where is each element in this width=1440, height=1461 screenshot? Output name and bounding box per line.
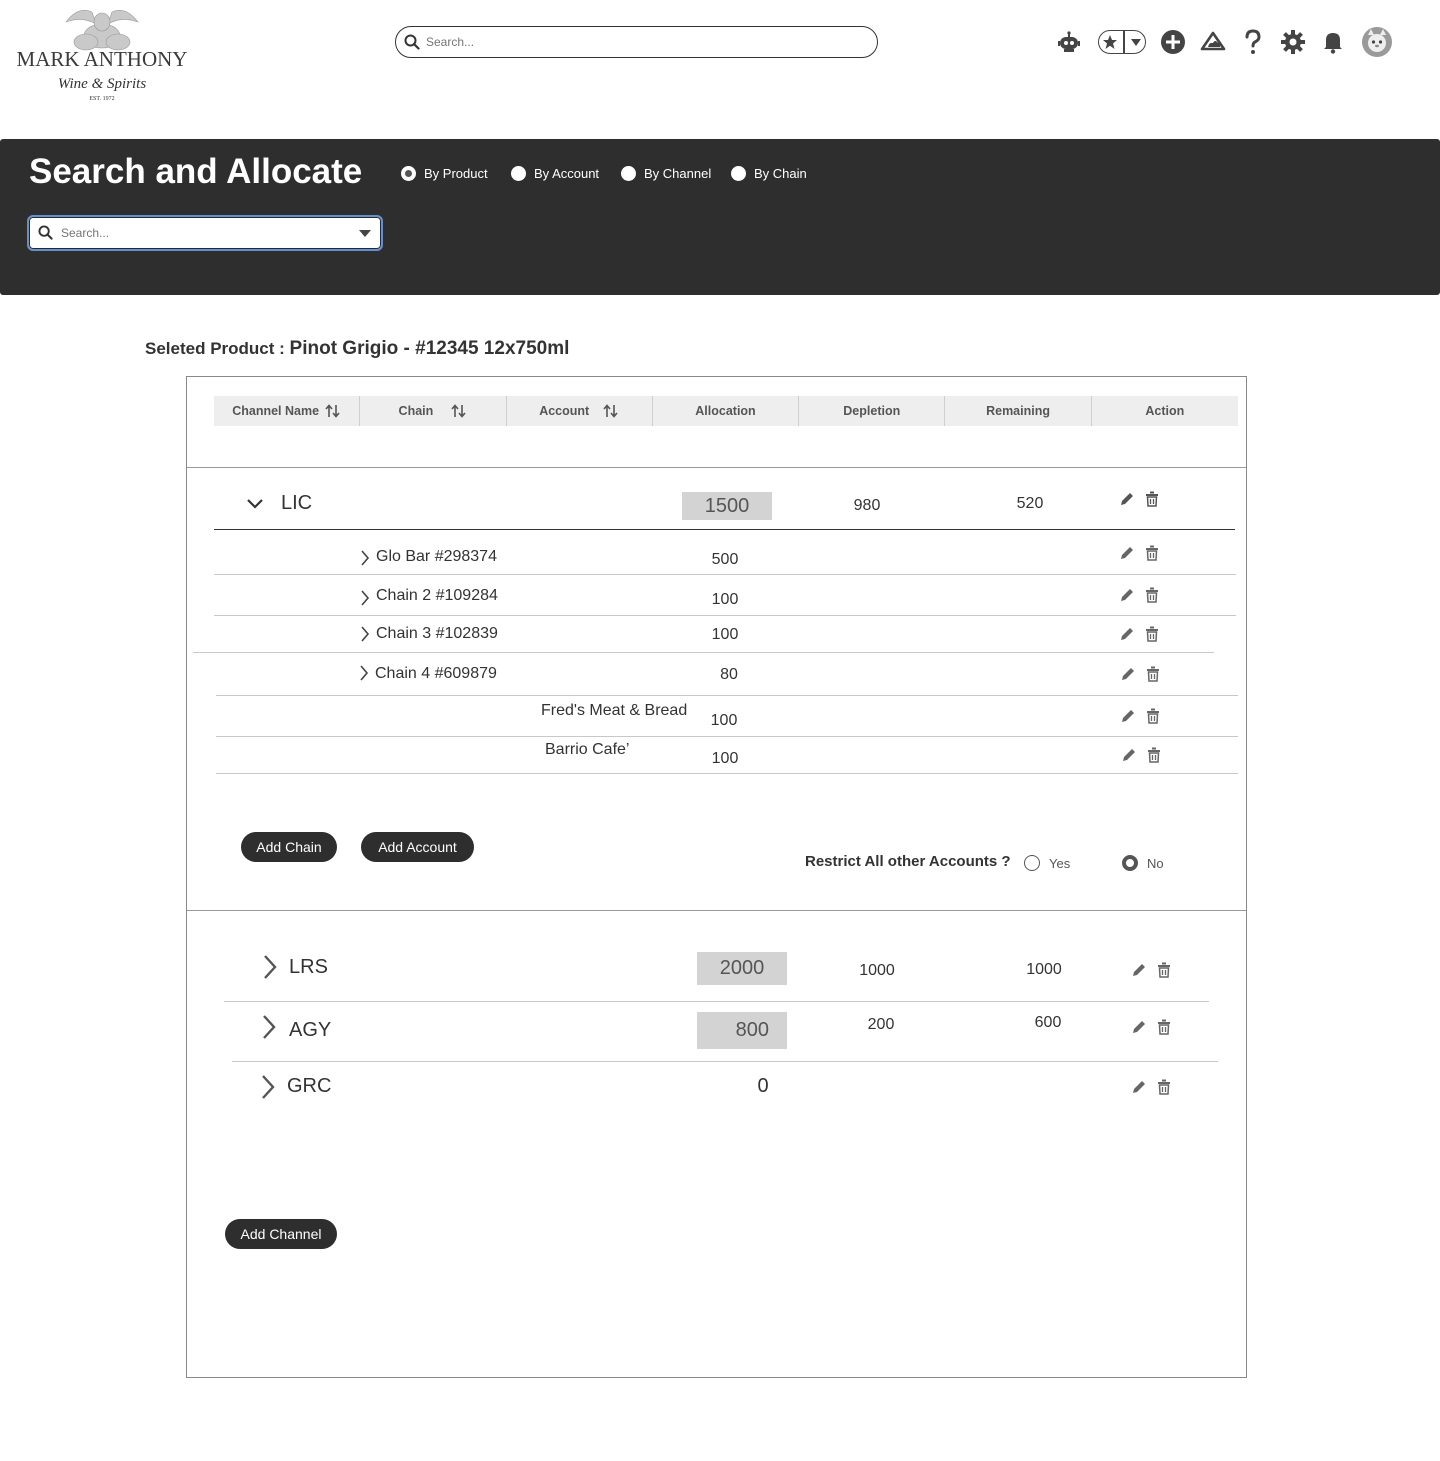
- trash-icon[interactable]: [1146, 666, 1160, 682]
- divider: [214, 529, 1235, 530]
- divider: [187, 910, 1246, 911]
- edit-pencil-icon[interactable]: [1120, 666, 1136, 682]
- logo-emblem: [6, 2, 198, 106]
- cloud-icon[interactable]: [1199, 28, 1227, 56]
- edit-pencil-icon[interactable]: [1119, 491, 1135, 507]
- trash-icon[interactable]: [1145, 587, 1159, 603]
- divider: [214, 615, 1236, 616]
- chevron-right-icon[interactable]: [359, 665, 369, 681]
- restrict-yes-option[interactable]: [1024, 855, 1070, 871]
- allocation-input-agy[interactable]: 800: [697, 1012, 787, 1049]
- chevron-right-icon[interactable]: [360, 590, 370, 606]
- column-header-remaining: [945, 396, 1091, 426]
- radio-button[interactable]: [1024, 855, 1040, 871]
- add-account-button[interactable]: Add Account: [361, 832, 474, 862]
- allocation-value-grc[interactable]: 0: [757, 1075, 769, 1097]
- row-actions: [1119, 626, 1159, 642]
- chevron-right-icon[interactable]: [360, 550, 370, 566]
- column-header-depletion: [799, 396, 945, 426]
- account-name[interactable]: Barrio Cafe’: [545, 741, 630, 758]
- radio-button[interactable]: [401, 166, 416, 181]
- global-search[interactable]: [395, 26, 878, 58]
- allocation-value[interactable]: 100: [711, 750, 739, 767]
- column-label: Remaining: [986, 404, 1050, 418]
- column-label: Action: [1145, 404, 1185, 418]
- chevron-down-icon[interactable]: [1127, 37, 1145, 47]
- column-label: Allocation: [695, 404, 756, 418]
- search-icon: [38, 225, 53, 240]
- depletion-value: 980: [853, 497, 881, 514]
- column-label: Account: [539, 404, 590, 418]
- row-actions: [1131, 962, 1171, 978]
- divider: [224, 1001, 1209, 1002]
- divider: [216, 736, 1238, 737]
- sort-icon[interactable]: [603, 404, 619, 418]
- logo-tagline: Wine & Spirits: [57, 76, 147, 92]
- radio-label: By Account: [534, 166, 600, 181]
- chevron-right-icon[interactable]: [260, 1074, 276, 1100]
- product-search-input[interactable]: [61, 223, 351, 243]
- edit-pencil-icon[interactable]: [1121, 747, 1137, 763]
- row-actions: [1121, 747, 1161, 763]
- notification-bell-icon[interactable]: [1319, 28, 1347, 56]
- remaining-value: 1000: [1026, 961, 1062, 978]
- radio-button[interactable]: [1122, 855, 1138, 871]
- channel-name-lrs[interactable]: LRS: [289, 956, 328, 978]
- add-channel-button[interactable]: Add Channel: [225, 1219, 337, 1249]
- remaining-value: 520: [1016, 495, 1044, 512]
- channel-name-agy[interactable]: AGY: [289, 1019, 332, 1041]
- chain-name[interactable]: Glo Bar #298374: [376, 548, 497, 565]
- sort-icon[interactable]: [325, 404, 341, 418]
- allocation-value[interactable]: 100: [711, 626, 739, 643]
- selected-product-label: Seleted Product :: [145, 339, 290, 358]
- trash-icon[interactable]: [1157, 1079, 1171, 1095]
- brand-logo[interactable]: [6, 2, 198, 106]
- column-header-account[interactable]: [507, 396, 653, 426]
- selected-product: [145, 338, 569, 360]
- channel-name-grc[interactable]: GRC: [287, 1075, 332, 1097]
- divider: [232, 1061, 1218, 1062]
- row-actions: [1119, 491, 1159, 507]
- divider: [216, 695, 1238, 696]
- radio-by-channel[interactable]: [621, 166, 711, 181]
- radio-button[interactable]: [731, 166, 746, 181]
- trash-icon[interactable]: [1145, 545, 1159, 561]
- channel-name-lic[interactable]: LIC: [281, 492, 313, 514]
- column-label: Channel Name: [232, 404, 320, 418]
- dropdown-caret-icon[interactable]: [359, 230, 371, 237]
- radio-by-account[interactable]: [511, 166, 599, 181]
- depletion-value: 1000: [859, 962, 895, 979]
- edit-pencil-icon[interactable]: [1119, 626, 1135, 642]
- restrict-no-option[interactable]: [1122, 855, 1164, 871]
- chain-name[interactable]: Chain 2 #109284: [376, 587, 498, 604]
- radio-label: Yes: [1049, 855, 1071, 871]
- allocation-value[interactable]: 100: [711, 591, 739, 608]
- divider: [214, 574, 1236, 575]
- logo-name: MARK ANTHONY: [16, 47, 188, 71]
- page-title: Search and Allocate: [29, 152, 363, 191]
- depletion-value: 200: [867, 1016, 895, 1033]
- row-actions: [1120, 708, 1160, 724]
- add-chain-button[interactable]: Add Chain: [241, 832, 337, 862]
- column-label: Depletion: [843, 404, 901, 418]
- sort-icon[interactable]: [451, 404, 467, 418]
- edit-pencil-icon[interactable]: [1131, 962, 1147, 978]
- column-header-allocation: [653, 396, 799, 426]
- trash-icon[interactable]: [1157, 962, 1171, 978]
- allocation-value[interactable]: 500: [711, 551, 739, 568]
- table-header: [214, 396, 1238, 426]
- row-actions: [1119, 545, 1159, 561]
- divider: [187, 467, 1246, 468]
- allocation-input-lrs[interactable]: 2000: [697, 952, 787, 985]
- selected-product-value: Pinot Grigio - #12345 12x750ml: [289, 338, 570, 359]
- search-icon: [404, 34, 420, 50]
- row-actions: [1131, 1079, 1171, 1095]
- user-avatar-icon[interactable]: [1361, 26, 1393, 58]
- trash-icon[interactable]: [1157, 1019, 1171, 1035]
- divider: [193, 652, 1214, 653]
- trash-icon[interactable]: [1145, 491, 1159, 507]
- logo-est: EST. 1972: [89, 96, 115, 102]
- radio-label: By Product: [424, 166, 488, 181]
- radio-label: By Chain: [754, 166, 807, 181]
- allocation-panel: [186, 376, 1247, 1378]
- edit-pencil-icon[interactable]: [1120, 708, 1136, 724]
- product-search-combobox[interactable]: [27, 215, 383, 251]
- star-icon[interactable]: [1099, 34, 1121, 50]
- radio-by-chain[interactable]: [731, 166, 807, 181]
- chevron-down-icon[interactable]: [246, 497, 264, 511]
- radio-label: By Channel: [644, 166, 712, 181]
- edit-pencil-icon[interactable]: [1119, 545, 1135, 561]
- radio-button[interactable]: [511, 166, 526, 181]
- trash-icon[interactable]: [1146, 708, 1160, 724]
- divider: [216, 773, 1238, 774]
- robot-icon[interactable]: [1055, 28, 1083, 56]
- column-label: Chain: [398, 404, 434, 418]
- settings-icon[interactable]: [1279, 28, 1307, 56]
- column-header-channel-name[interactable]: [214, 396, 360, 426]
- restrict-question: Restrict All other Accounts ?: [805, 853, 1011, 870]
- row-actions: [1131, 1019, 1171, 1035]
- remaining-value: 600: [1034, 1014, 1062, 1031]
- edit-pencil-icon[interactable]: [1131, 1019, 1147, 1035]
- add-circle-icon[interactable]: [1159, 28, 1187, 56]
- row-actions: [1120, 666, 1160, 682]
- radio-by-product[interactable]: [401, 166, 488, 181]
- favorites-control[interactable]: [1098, 30, 1146, 54]
- trash-icon[interactable]: [1147, 747, 1161, 763]
- chevron-right-icon[interactable]: [262, 954, 278, 980]
- allocation-value[interactable]: 100: [710, 712, 738, 729]
- global-search-input[interactable]: [426, 31, 866, 53]
- account-name[interactable]: Fred's Meat & Bread: [541, 702, 688, 719]
- chevron-right-icon[interactable]: [360, 626, 370, 642]
- radio-label: No: [1147, 855, 1164, 871]
- chain-name[interactable]: Chain 3 #102839: [376, 625, 498, 642]
- allocation-input-lic[interactable]: 1500: [682, 492, 772, 520]
- allocation-value[interactable]: 80: [720, 666, 738, 683]
- trash-icon[interactable]: [1145, 626, 1159, 642]
- chevron-right-icon[interactable]: [261, 1014, 277, 1040]
- column-header-chain[interactable]: [360, 396, 506, 426]
- radio-button[interactable]: [621, 166, 636, 181]
- column-header-action: [1092, 396, 1238, 426]
- edit-pencil-icon[interactable]: [1131, 1079, 1147, 1095]
- chain-name[interactable]: Chain 4 #609879: [375, 665, 497, 682]
- edit-pencil-icon[interactable]: [1119, 587, 1135, 603]
- help-icon[interactable]: [1239, 28, 1267, 56]
- row-actions: [1119, 587, 1159, 603]
